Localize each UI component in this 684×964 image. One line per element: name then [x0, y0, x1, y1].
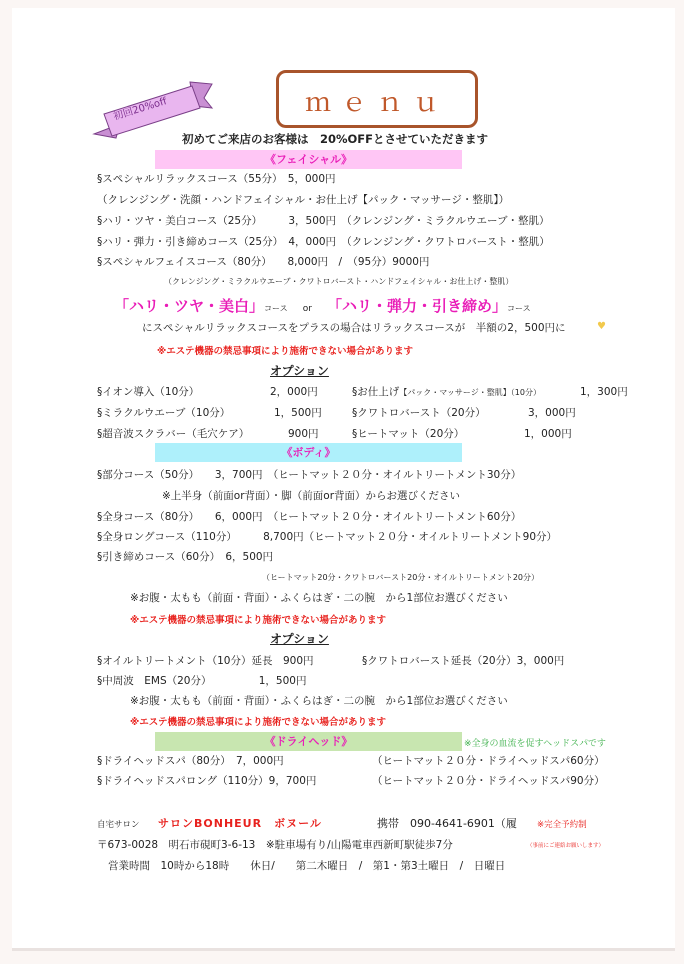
- facial-line-3: §ハリ・ツヤ・美白コース（25分） 3，500円 （クレンジング・ミラクルウエーブ・整肌）: [97, 215, 550, 227]
- contact-note: （事前にご連絡お願いします）: [527, 843, 605, 849]
- body-line-5: §引き締めコース（60分） 6，500円: [97, 551, 274, 563]
- facial-opt-1: §イオン導入（10分）: [97, 386, 200, 398]
- promo-or: or: [302, 304, 312, 314]
- body-opt-2: §クワトロバースト延長（20分）3，000円: [362, 655, 565, 667]
- facial-line-5: §スペシャルフェイスコース（80分） 8,000円 / （95分）9000円: [97, 256, 430, 268]
- body-choose-2: ※お腹・太もも（前面・背面）・ふくらはぎ・二の腕 から1部位お選びください: [130, 695, 508, 707]
- body-warning-2: ※エステ機器の禁忌事項により施術できない場合があります: [130, 717, 387, 728]
- address: 〒673-0028 明石市硯町3-6-13 ※駐車場有り/山陽電車西新町駅徒歩7分: [97, 839, 453, 851]
- phone: 携帯 090-4641-6901（履: [377, 817, 517, 830]
- facial-opt-4: §お仕上げ【パック・マッサージ・整肌】（10分）: [352, 386, 541, 398]
- facial-opt-3: §超音波スクラバー（毛穴ケア）: [97, 428, 250, 440]
- dryhead-line-2: §ドライヘッドスパロング（110分）9，700円: [97, 775, 317, 787]
- salon-name: サロンBONHEUR ボヌール: [158, 817, 322, 830]
- facial-option-title: オプション: [270, 364, 329, 378]
- promo-course-a: コース: [264, 304, 288, 313]
- body-line-3: §全身コース（80分） 6，000円 （ヒートマット２０分・オイルトリートメント60分）: [97, 511, 522, 523]
- body-detail: （ヒートマット20分・クワトロバースト20分・オイルトリートメント20分）: [262, 573, 540, 582]
- body-opt-1: §オイルトリートメント（10分）延長 900円: [97, 655, 314, 667]
- intro-text: 初めてご来店のお客様は 20%OFFとさせていただきます: [182, 132, 489, 146]
- dryhead-line-2-detail: （ヒートマット２０分・ドライヘッドスパ90分）: [372, 775, 605, 787]
- facial-opt-5-price: 3，000円: [528, 407, 576, 419]
- body-line-1: §部分コース（50分） 3，700円 （ヒートマット２０分・オイルトリートメント30分）: [97, 469, 522, 481]
- promo-a: 「ハリ・ツヤ・美白」: [114, 297, 265, 315]
- facial-opt-2: §ミラクルウエーブ（10分）: [97, 407, 231, 419]
- facial-opt-6: §ヒートマット（20分）: [352, 428, 465, 440]
- facial-line-2: （クレンジング・洗顔・ハンドフェイシャル・お仕上げ【パック・マッサージ・整肌】）: [97, 194, 510, 206]
- facial-opt-6-price: 1，000円: [524, 428, 572, 440]
- body-header: 《ボディ》: [155, 443, 462, 462]
- facial-line-1: §スペシャルリラックスコース（55分） 5，000円: [97, 173, 336, 185]
- promo-b: 「ハリ・弾力・引き締め」: [327, 297, 508, 315]
- menu-title: ｍｅｎｕ: [304, 88, 449, 118]
- business-hours: 営業時間 10時から18時 休日/ 第二木曜日 / 第1・第3土曜日 / 日曜日: [108, 860, 506, 872]
- body-opt-3: §中周波 EMS（20分） 1，500円: [97, 675, 307, 687]
- facial-header: 《フェイシャル》: [155, 150, 462, 169]
- dryhead-line-1-detail: （ヒートマット２０分・ドライヘッドスパ60分）: [372, 755, 605, 767]
- facial-line-4: §ハリ・弾力・引き締めコース（25分） 4，000円 （クレンジング・クワトロバースト・整肌）: [97, 236, 550, 248]
- ribbon-text: 初回20%off: [112, 96, 169, 123]
- body-option-title: オプション: [270, 632, 329, 646]
- body-line-2: ※上半身（前面or背面）・脚（前面or背面）からお選びください: [162, 490, 461, 502]
- promo-course-b: コース: [507, 304, 531, 313]
- facial-detail: （クレンジング・ミラクルウエーブ・クワトロバースト・ハンドフェイシャル・お仕上げ・整肌）: [164, 277, 514, 286]
- facial-opt-5: §クワトロバースト（20分）: [352, 407, 486, 419]
- dryhead-line-1: §ドライヘッドスパ（80分） 7，000円: [97, 755, 284, 767]
- menu-page: [12, 8, 675, 951]
- body-line-4: §全身ロングコース（110分） 8,700円（ヒートマット２０分・オイルトリートメント90分）: [97, 531, 558, 543]
- facial-opt-1-price: 2，000円: [270, 386, 318, 398]
- heart-icon: ♥: [597, 321, 606, 332]
- facial-opt-2-price: 1，500円: [274, 407, 322, 419]
- body-choose: ※お腹・太もも（前面・背面）・ふくらはぎ・二の腕 から1部位お選びください: [130, 592, 508, 604]
- reserve-note: ※完全予約制: [537, 820, 587, 830]
- dryhead-header: 《ドライヘッド》: [155, 732, 462, 751]
- promo-note: にスペシャルリラックスコースをプラスの場合はリラックスコースが 半額の2，500円に: [142, 322, 566, 334]
- facial-warning: ※エステ機器の禁忌事項により施術できない場合があります: [157, 346, 414, 357]
- body-warning: ※エステ機器の禁忌事項により施術できない場合があります: [130, 615, 387, 626]
- home-salon-label: 自宅サロン: [97, 820, 140, 830]
- facial-opt-3-price: 900円: [288, 428, 319, 440]
- promo-line: [114, 295, 531, 320]
- facial-opt-4-price: 1，300円: [580, 386, 628, 398]
- dryhead-note: ※全身の血流を促すヘッドスパです: [464, 739, 606, 749]
